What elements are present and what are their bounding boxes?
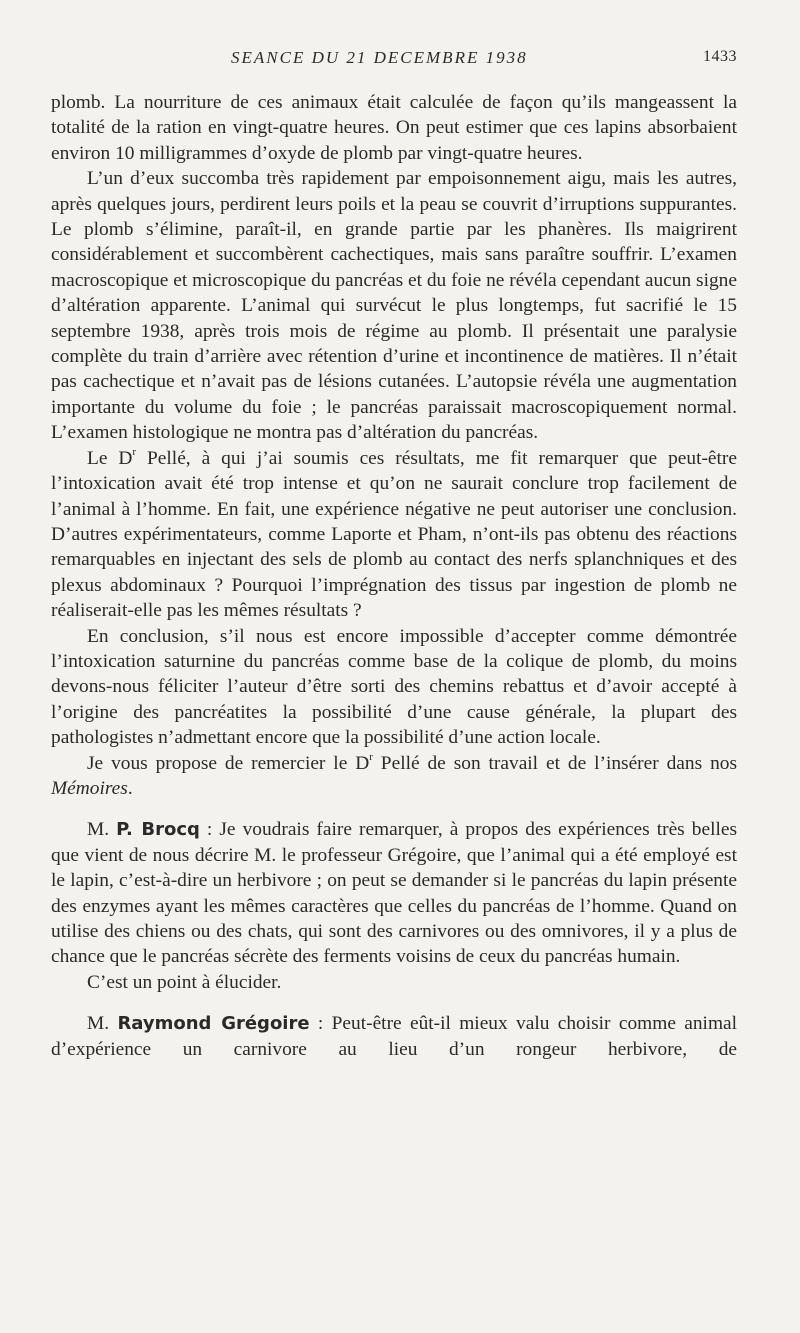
text-run: Le D (87, 447, 133, 469)
text-run: Peut-être eût-il mieux valu choisir comme animal d’expérience un carnivore au lieu d’un rongeur herbivore, de (51, 1013, 738, 1060)
paragraph-point-to-clarify: C’est un point à élucider. (87, 971, 282, 993)
document-page (51, 44, 737, 1062)
superscript-r: r (132, 446, 137, 459)
page-number: 1433 (703, 48, 737, 65)
speaker-name-gregoire: Raymond Grégoire (117, 1013, 310, 1035)
text-run: Pellé de son travail et de l’insérer dans nos (372, 752, 738, 774)
speaker-prefix: M. (87, 1013, 118, 1035)
speaker-colon: : (309, 1013, 324, 1035)
text-run: . (127, 777, 133, 799)
page-header (51, 44, 737, 70)
article-body (51, 90, 737, 1062)
section-gap (51, 801, 737, 817)
memoires-italic: Mémoires (51, 777, 128, 799)
paragraph-brocq-intervention (51, 817, 737, 969)
text-run: Pellé, à qui j’ai soumis ces résultats, me fit remarquer que peut-être l’intoxication avait été trop intense et qu’on ne saurait conclure trop facilement de l’animal à l’homme. En fait, une expérience négative ne peut autoriser une conclusion. D’autres expérimentateurs, comme Laporte et Pham, n’ont-ils pas obtenu des réactions remarquables en injectant des sels de plomb au contact des nerfs splanchniques et des plexus abdominaux ? Pourquoi l’imprégnation des tissus par ingestion de plomb ne réaliserait-elle pas les mêmes résultats ? (51, 447, 737, 622)
speaker-name-brocq: P. Brocq (116, 819, 200, 841)
paragraph-pelle-remark (51, 446, 737, 624)
paragraph-gregoire-intervention (51, 1011, 737, 1062)
running-title: SEANCE DU 21 DECEMBRE 1938 (231, 48, 528, 67)
paragraph-conclusion: En conclusion, s’il nous est encore impossible d’accepter comme démontrée l’intoxication saturnine du pancréas comme base de la colique de plomb, du moins devons-nous féliciter l’auteur d’être sorti des chemins rebattus et d’avoir accepté à l’origine des pancréatites la possibilité d’une cause générale, la plupart des pathologistes n’admettant encore que la possibilité d’une action locale. (51, 625, 737, 749)
text-run: Je vous propose de remercier le D (87, 752, 370, 774)
paragraph-experiment-results: L’un d’eux succomba très rapidement par empoisonnement aigu, mais les autres, après quelques jours, perdirent leurs poils et la peau se couvrit d’irruptions suppurantes. Le plomb s’élimine, paraît-il, en grande partie par les phanères. Ils maigrirent considérablement et succombèrent cachectiques, mais sans paraître souffrir. L’examen macroscopique et microscopique du pancréas et du foie ne révéla cependant aucun signe d’altération apparente. L’animal qui survécut le plus longtemps, fut sacrifié le 15 septembre 1938, après trois mois de régime au plomb. Il présentait une paralysie complète du train d’arrière avec rétention d’urine et incontinence de matières. Il n’était pas cachectique et n’avait pas de lésions cutanées. L’autopsie révéla une augmentation importante du volume du foie ; le pancréas paraissait macroscopiquement normal. L’examen histologique ne montra pas d’altération du pancréas. (51, 168, 737, 444)
text-run: Je voudrais faire remarquer, à propos des expériences très belles que vient de nous décrire M. le professeur Grégoire, que l’animal qui a été employé est le lapin, c’est-à-dire un herbivore ; on peut se demander si le pancréas du lapin présente des enzymes ayant les mêmes caractères que celles du pancréas de l’homme. Quand on utilise des chiens ou des chats, qui sont des carnivores ou des omnivores, il y a plus de chance que le pancréas sécrète des ferments voisins de ceux du pancréas humain. (51, 819, 738, 968)
paragraph-continuation: plomb. La nourriture de ces animaux était calculée de façon qu’ils mangeassent la totalité de la ration en vingt-quatre heures. On peut estimer que ces lapins absorbaient environ 10 milligrammes d’oxyde de plomb par vingt-quatre heures. (51, 92, 737, 164)
superscript-r: r (369, 751, 373, 764)
section-gap (51, 995, 737, 1011)
speaker-prefix: M. (87, 819, 117, 841)
speaker-colon: : (199, 819, 213, 841)
paragraph-proposal (51, 751, 737, 802)
